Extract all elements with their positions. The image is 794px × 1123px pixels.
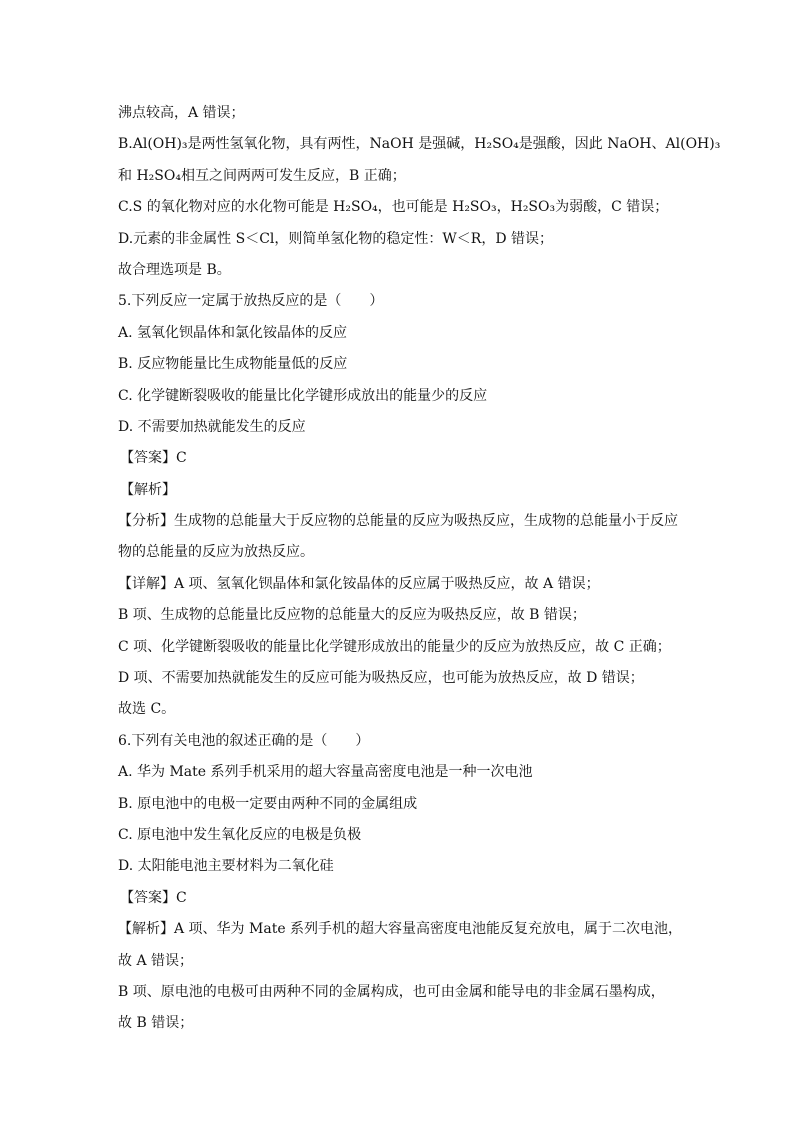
text-line: 和 H₂SO₄相互之间两两可发生反应，B 正确； [118,167,406,184]
question-5-stem: 5.下列反应一定属于放热反应的是（ ） [118,293,384,310]
text-line: D 项、不需要加热就能发生的反应可能为吸热反应，也可能为放热反应，故 D 错误； [118,670,644,687]
question-5-option-b: B. 反应物能量比生成物能量低的反应 [118,356,348,373]
question-5-answer: 【答案】C [120,450,187,467]
text-line: 故 B 错误； [118,1015,194,1032]
question-5-option-a: A. 氢氧化钡晶体和氯化铵晶体的反应 [118,324,348,341]
text-line: 物的总能量的反应为放热反应。 [118,544,314,561]
question-6-option-c: C. 原电池中发生氧化反应的电极是负极 [118,826,362,843]
text-line: 【分析】生成物的总能量大于反应物的总能量的反应为吸热反应，生成物的总能量小于反应 [118,513,678,530]
question-6-option-b: B. 原电池中的电极一定要由两种不同的金属组成 [118,795,418,812]
text-line: B.Al(OH)₃是两性氢氧化物，具有两性，NaOH 是强碱，H₂SO₄是强酸，因此 NaOH、Al(OH)₃ [118,136,721,153]
text-line: D.元素的非金属性 S＜Cl，则简单氢化物的稳定性：W＜R，D 错误； [118,230,554,247]
question-6-stem: 6.下列有关电池的叙述正确的是（ ） [118,732,370,749]
question-6-option-a: A. 华为 Mate 系列手机采用的超大容量高密度电池是一种一次电池 [118,764,533,781]
text-line: 【详解】A 项、氢氧化钡晶体和氯化铵晶体的反应属于吸热反应，故 A 错误； [118,575,600,592]
question-6-option-d: D. 太阳能电池主要材料为二氧化硅 [118,858,334,875]
text-line: C 项、化学键断裂吸收的能量比化学键形成放出的能量少的反应为放热反应，故 C 正确； [118,638,671,655]
text-line: 故合理选项是 B。 [118,261,231,278]
text-line: 沸点较高，A 错误； [118,105,245,121]
question-5-analysis-heading: 【解析】 [120,481,176,498]
question-6-answer: 【答案】C [120,889,187,906]
text-line: 故 A 错误； [118,952,194,969]
text-line: 故选 C。 [118,701,176,718]
text-line: B 项、生成物的总能量比反应物的总能量大的反应为吸热反应，故 B 错误； [118,607,586,624]
question-5-option-d: D. 不需要加热就能发生的反应 [118,418,306,435]
document-body [118,98,721,1040]
question-5-option-c: C. 化学键断裂吸收的能量比化学键形成放出的能量少的反应 [118,387,488,404]
text-line: C.S 的氧化物对应的水化物可能是 H₂SO₄，也可能是 H₂SO₃，H₂SO₃为弱酸，C 错误； [118,199,669,216]
text-line: B 项、原电池的电极可由两种不同的金属构成，也可由金属和能导电的非金属石墨构成， [118,983,665,1000]
text-line: 【解析】A 项、华为 Mate 系列手机的超大容量高密度电池能反复充放电，属于二次电池， [118,921,683,938]
